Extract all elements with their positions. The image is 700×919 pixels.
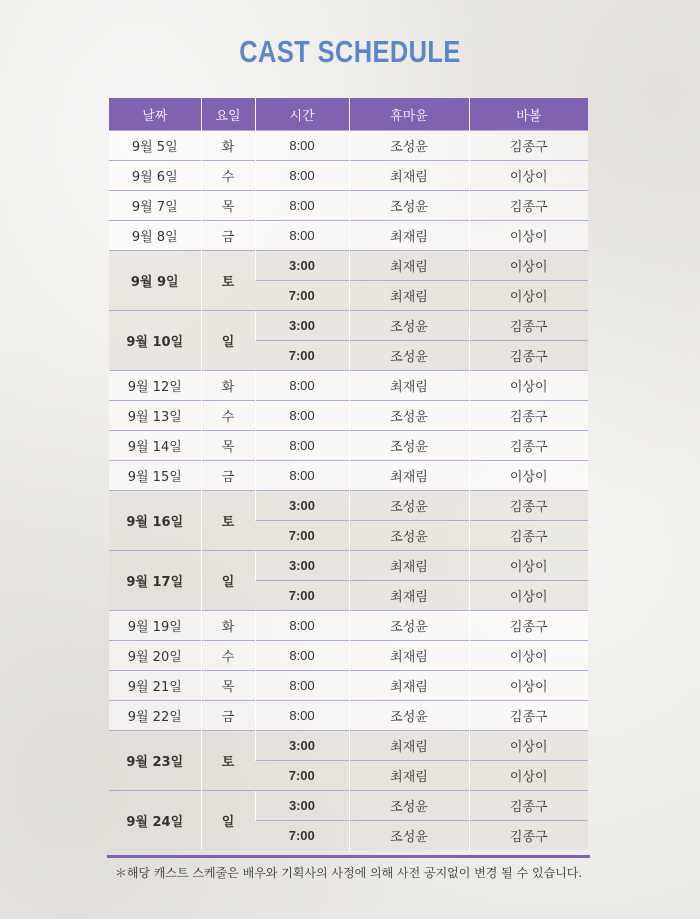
day-cell: 수: [201, 161, 255, 191]
table-row: [109, 431, 588, 461]
table-row: [109, 371, 588, 401]
time-cell: 3:00: [255, 311, 349, 341]
cast-cell-role2: 김종구: [469, 521, 588, 551]
day-cell: 수: [201, 401, 255, 431]
table-row: [109, 161, 588, 191]
date-cell: 9월 5일: [109, 131, 201, 161]
cast-cell-role2: 이상이: [469, 281, 588, 311]
day-cell: 일: [201, 311, 255, 371]
cast-cell-role2: 김종구: [469, 491, 588, 521]
date-cell: 9월 22일: [109, 701, 201, 731]
day-cell: 수: [201, 641, 255, 671]
cast-cell-role1: 조성윤: [349, 821, 469, 851]
cast-cell-role2: 이상이: [469, 371, 588, 401]
cast-cell-role1: 조성윤: [349, 191, 469, 221]
time-cell: 8:00: [255, 161, 349, 191]
footnote: ＊해당 캐스트 스케줄은 배우와 기획사의 사정에 의해 사전 공지없이 변경 될 수 있습니다.: [114, 866, 583, 880]
cast-cell-role1: 최재림: [349, 161, 469, 191]
day-cell: 화: [201, 611, 255, 641]
date-cell: 9월 24일: [109, 791, 201, 851]
cast-cell-role2: 이상이: [469, 251, 588, 281]
date-cell: 9월 19일: [109, 611, 201, 641]
column-header-day: 요일: [201, 98, 255, 131]
date-cell: 9월 9일: [109, 251, 201, 311]
column-header-date: 날짜: [109, 98, 201, 131]
table-row: [109, 311, 588, 341]
table-row: [109, 551, 588, 581]
time-cell: 8:00: [255, 371, 349, 401]
time-cell: 3:00: [255, 251, 349, 281]
table-row: [109, 791, 588, 821]
cast-cell-role2: 이상이: [469, 671, 588, 701]
time-cell: 8:00: [255, 461, 349, 491]
cast-cell-role1: 최재림: [349, 731, 469, 761]
time-cell: 7:00: [255, 761, 349, 791]
cast-cell-role1: 최재림: [349, 761, 469, 791]
cast-cell-role2: 김종구: [469, 311, 588, 341]
cast-cell-role1: 조성윤: [349, 131, 469, 161]
date-cell: 9월 13일: [109, 401, 201, 431]
date-cell: 9월 17일: [109, 551, 201, 611]
schedule-body: [109, 131, 588, 851]
date-cell: 9월 23일: [109, 731, 201, 791]
cast-cell-role2: 김종구: [469, 431, 588, 461]
time-cell: 7:00: [255, 581, 349, 611]
cast-cell-role1: 조성윤: [349, 491, 469, 521]
day-cell: 목: [201, 191, 255, 221]
date-cell: 9월 8일: [109, 221, 201, 251]
cast-cell-role2: 김종구: [469, 131, 588, 161]
date-cell: 9월 14일: [109, 431, 201, 461]
day-cell: 토: [201, 491, 255, 551]
table-row: [109, 491, 588, 521]
cast-cell-role1: 조성윤: [349, 611, 469, 641]
day-cell: 목: [201, 671, 255, 701]
time-cell: 8:00: [255, 611, 349, 641]
cast-cell-role1: 최재림: [349, 461, 469, 491]
cast-cell-role1: 조성윤: [349, 521, 469, 551]
time-cell: 7:00: [255, 341, 349, 371]
cast-cell-role1: 최재림: [349, 371, 469, 401]
cast-cell-role1: 조성윤: [349, 791, 469, 821]
page-title: CAST SCHEDULE: [239, 34, 461, 69]
cast-schedule-table: [109, 98, 588, 850]
day-cell: 금: [201, 221, 255, 251]
column-header-role1: 휴마윤: [349, 98, 469, 131]
cast-cell-role2: 이상이: [469, 581, 588, 611]
time-cell: 7:00: [255, 281, 349, 311]
cast-cell-role2: 김종구: [469, 611, 588, 641]
column-header-role2: 바볼: [469, 98, 588, 131]
time-cell: 8:00: [255, 671, 349, 701]
table-row: [109, 221, 588, 251]
cast-cell-role2: 김종구: [469, 341, 588, 371]
table-row: [109, 131, 588, 161]
cast-cell-role2: 김종구: [469, 191, 588, 221]
time-cell: 8:00: [255, 191, 349, 221]
cast-cell-role2: 이상이: [469, 641, 588, 671]
cast-cell-role1: 최재림: [349, 221, 469, 251]
time-cell: 8:00: [255, 401, 349, 431]
day-cell: 토: [201, 251, 255, 311]
cast-cell-role1: 조성윤: [349, 431, 469, 461]
day-cell: 토: [201, 731, 255, 791]
table-row: [109, 251, 588, 281]
day-cell: 금: [201, 461, 255, 491]
day-cell: 목: [201, 431, 255, 461]
cast-cell-role2: 이상이: [469, 221, 588, 251]
table-row: [109, 671, 588, 701]
cast-cell-role2: 이상이: [469, 551, 588, 581]
cast-cell-role1: 조성윤: [349, 401, 469, 431]
date-cell: 9월 7일: [109, 191, 201, 221]
table-row: [109, 731, 588, 761]
table-row: [109, 641, 588, 671]
cast-cell-role2: 김종구: [469, 701, 588, 731]
time-cell: 8:00: [255, 431, 349, 461]
cast-cell-role2: 김종구: [469, 821, 588, 851]
table-row: [109, 701, 588, 731]
date-cell: 9월 15일: [109, 461, 201, 491]
cast-cell-role2: 이상이: [469, 161, 588, 191]
cast-cell-role1: 조성윤: [349, 311, 469, 341]
date-cell: 9월 20일: [109, 641, 201, 671]
date-cell: 9월 10일: [109, 311, 201, 371]
time-cell: 8:00: [255, 701, 349, 731]
date-cell: 9월 21일: [109, 671, 201, 701]
table-header-row: [109, 98, 588, 131]
time-cell: 8:00: [255, 131, 349, 161]
cast-cell-role1: 최재림: [349, 281, 469, 311]
cast-cell-role1: 조성윤: [349, 341, 469, 371]
time-cell: 7:00: [255, 821, 349, 851]
date-cell: 9월 6일: [109, 161, 201, 191]
cast-cell-role1: 조성윤: [349, 701, 469, 731]
day-cell: 금: [201, 701, 255, 731]
time-cell: 3:00: [255, 791, 349, 821]
cast-cell-role1: 최재림: [349, 551, 469, 581]
table-row: [109, 191, 588, 221]
time-cell: 3:00: [255, 491, 349, 521]
table-row: [109, 461, 588, 491]
day-cell: 일: [201, 791, 255, 851]
date-cell: 9월 12일: [109, 371, 201, 401]
cast-cell-role2: 이상이: [469, 461, 588, 491]
table-bottom-divider: [107, 855, 590, 858]
time-cell: 7:00: [255, 521, 349, 551]
table-row: [109, 401, 588, 431]
date-cell: 9월 16일: [109, 491, 201, 551]
day-cell: 화: [201, 131, 255, 161]
cast-cell-role1: 최재림: [349, 251, 469, 281]
time-cell: 8:00: [255, 641, 349, 671]
cast-cell-role1: 최재림: [349, 671, 469, 701]
time-cell: 3:00: [255, 731, 349, 761]
cast-cell-role2: 김종구: [469, 401, 588, 431]
column-header-time: 시간: [255, 98, 349, 131]
cast-cell-role1: 최재림: [349, 581, 469, 611]
day-cell: 화: [201, 371, 255, 401]
day-cell: 일: [201, 551, 255, 611]
cast-cell-role1: 최재림: [349, 641, 469, 671]
time-cell: 3:00: [255, 551, 349, 581]
time-cell: 8:00: [255, 221, 349, 251]
cast-cell-role2: 이상이: [469, 761, 588, 791]
cast-cell-role2: 김종구: [469, 791, 588, 821]
cast-cell-role2: 이상이: [469, 731, 588, 761]
table-row: [109, 611, 588, 641]
